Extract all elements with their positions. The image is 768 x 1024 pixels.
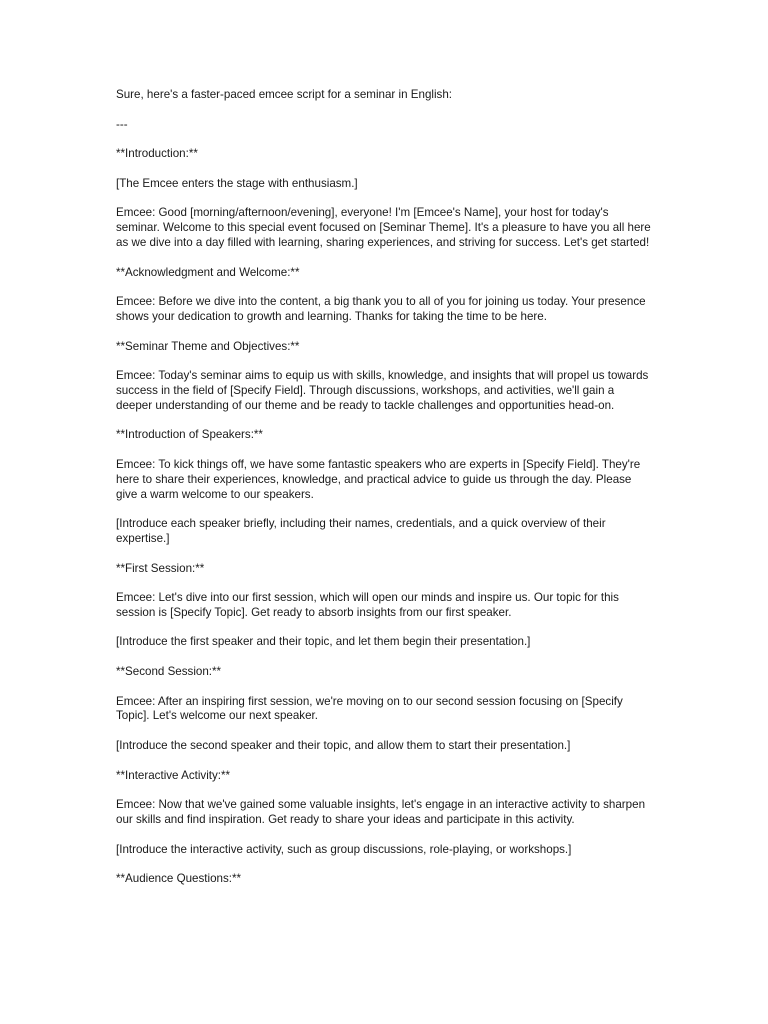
separator-line: ---: [116, 117, 128, 131]
heading-introduction: **Introduction:**: [116, 147, 198, 161]
paragraph: Emcee: After an inspiring first session, we're moving on to our second session focusing on [Specify Topic]. Let's welcome our next speaker.: [116, 694, 626, 723]
document-page: [116, 88, 652, 902]
heading-acknowledgment: **Acknowledgment and Welcome:**: [116, 265, 300, 279]
stage-direction: [Introduce the interactive activity, such as group discussions, role-playing, or workshops.]: [116, 842, 572, 856]
intro-line: Sure, here's a faster-paced emcee script for a seminar in English:: [116, 88, 453, 101]
stage-direction: [Introduce the first speaker and their topic, and let them begin their presentation.]: [116, 635, 531, 649]
paragraph: Emcee: Let's dive into our first session, which will open our minds and inspire us. Our topic for this session is [Specify Topic]. Get ready to absorb insights from our first speaker.: [116, 591, 623, 619]
heading-audience-questions: **Audience Questions:**: [116, 872, 242, 886]
heading-seminar-theme: **Seminar Theme and Objectives:**: [116, 339, 300, 353]
paragraph: Emcee: To kick things off, we have some fantastic speakers who are experts in [Specify Field]. They're here to share their experiences, knowledge, and practical advice to guide us through the day. Please give a warm welcome to our speakers.: [116, 457, 644, 501]
stage-direction: [Introduce each speaker briefly, including their names, credentials, and a quick overview of their expertise.]: [116, 517, 609, 545]
stage-direction: [Introduce the second speaker and their topic, and allow them to start their presentation.]: [116, 739, 571, 753]
heading-second-session: **Second Session:**: [116, 665, 222, 679]
paragraph: Emcee: Now that we've gained some valuable insights, let's engage in an interactive activity to sharpen our skills and find inspiration. Get ready to share your ideas and participate in this activity.: [116, 798, 649, 827]
heading-first-session: **First Session:**: [116, 561, 205, 575]
paragraph: Emcee: Before we dive into the content, a big thank you to all of you for joining us today. Your presence shows your dedication to growth and learning. Thanks for taking the time to be here.: [116, 295, 649, 323]
paragraph: Emcee: Today's seminar aims to equip us with skills, knowledge, and insights that will propel us towards success in the field of [Specify Field]. Through discussions, workshops, and activities, we'll gain a deeper understanding of our theme and be ready to tackle challenges and opportunities head-on.: [116, 369, 652, 412]
heading-speakers: **Introduction of Speakers:**: [116, 428, 263, 442]
stage-direction: [The Emcee enters the stage with enthusiasm.]: [116, 176, 358, 190]
paragraph: Emcee: Good [morning/afternoon/evening], everyone! I'm [Emcee's Name], your host for today's seminar. Welcome to this special event focused on [Seminar Theme]. It's a pleasure to have you all here as we dive into a day filled with learning, sharing experiences, and striving for success. Let's get started!: [116, 206, 654, 249]
heading-interactive-activity: **Interactive Activity:**: [116, 768, 231, 782]
